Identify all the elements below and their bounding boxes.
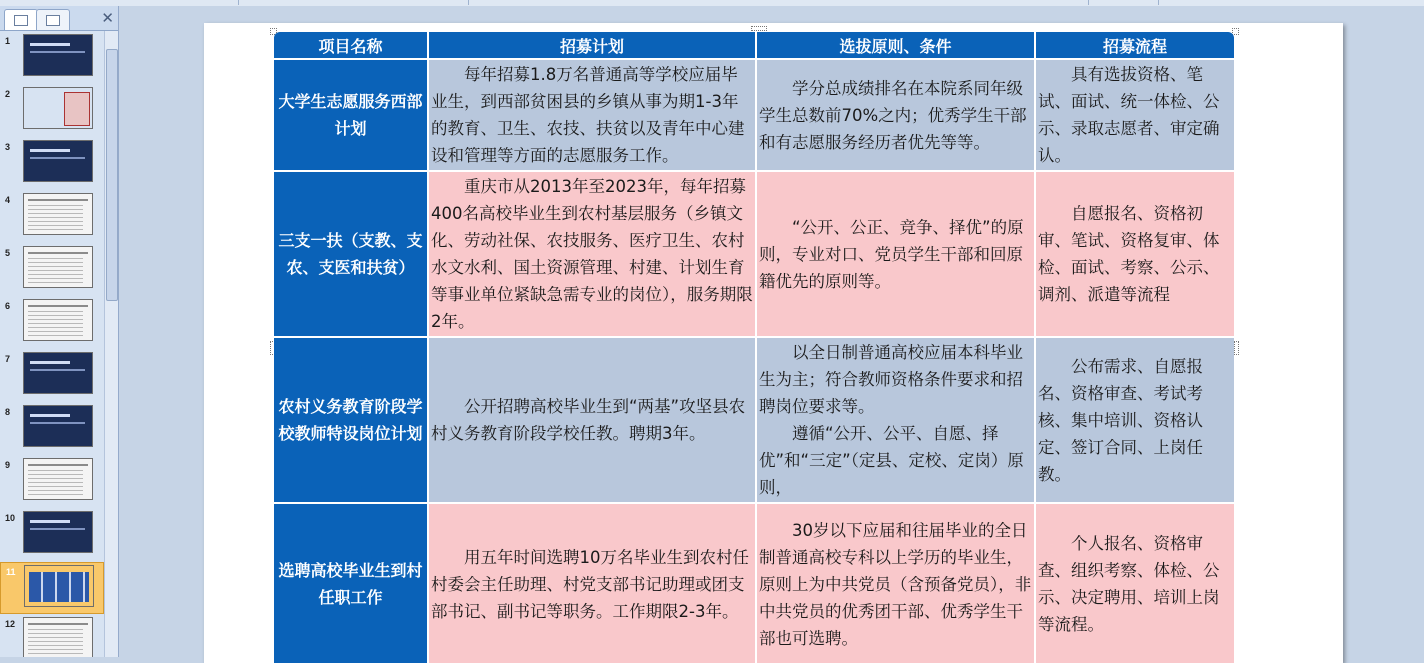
table-header-row: [274, 32, 1234, 60]
process-cell: 自愿报名、资格初审、笔试、资格复审、体检、面试、考察、公示、调剂、派遣等流程: [1036, 172, 1234, 338]
resize-handle[interactable]: [1234, 341, 1239, 355]
slide-preview: [23, 299, 93, 341]
criteria-cell: 学分总成绩排名在本院系同年级学生总数前70%之内；优秀学生干部和有志愿服务经历者优先等等。: [757, 60, 1036, 172]
header-recruitment-process: 招募流程: [1036, 32, 1234, 60]
table-row: [274, 504, 1234, 663]
slide-preview: [23, 140, 93, 182]
slide-number: 3: [5, 142, 11, 152]
slide-preview: [23, 511, 93, 553]
slide-thumbnail[interactable]: [0, 615, 104, 657]
slide-preview: [23, 352, 93, 394]
plan-cell: 每年招募1.8万名普通高等学校应届毕业生，到西部贫困县的乡镇从事为期1-3年的教育、卫生、农技、扶贫以及青年中心建设和管理等方面的志愿服务工作。: [429, 60, 757, 172]
slide-number: 8: [5, 407, 11, 417]
table-row: [274, 338, 1234, 504]
plan-cell: 公开招聘高校毕业生到“两基”攻坚县农村义务教育阶段学校任教。聘期3年。: [429, 338, 757, 504]
strip-segment: [118, 0, 239, 5]
criteria-cell: [757, 338, 1036, 504]
slide-thumbnail[interactable]: [0, 191, 104, 243]
project-name-cell: 农村义务教育阶段学校教师特设岗位计划: [274, 338, 429, 504]
slide-thumbnail[interactable]: [0, 509, 104, 561]
header-recruitment-plan: 招募计划: [429, 32, 757, 60]
table-row: [274, 60, 1234, 172]
slide-preview: [23, 87, 93, 129]
strip-segment: [238, 0, 469, 5]
panel-tabs: [0, 6, 118, 31]
criteria-cell: “公开、公正、竞争、择优”的原则，专业对口、党员学生干部和回原籍优先的原则等。: [757, 172, 1036, 338]
slides-icon: [14, 15, 28, 26]
slide-preview: [23, 405, 93, 447]
project-name-cell: 选聘高校毕业生到村任职工作: [274, 504, 429, 663]
slide-thumbnail[interactable]: [0, 297, 104, 349]
criteria-paragraph: 以全日制普通高校应届本科毕业生为主；符合教师资格条件要求和招聘岗位要求等。: [759, 343, 1023, 416]
slide-number: 11: [6, 567, 16, 577]
slide-number: 1: [5, 36, 11, 46]
tab-slides[interactable]: [4, 9, 38, 30]
outline-icon: [46, 15, 60, 26]
slide-number: 7: [5, 354, 11, 364]
header-project-name: 项目名称: [274, 32, 429, 60]
strip-segment: [468, 0, 1089, 5]
recruitment-table[interactable]: [274, 32, 1234, 663]
slide-number: 12: [5, 619, 16, 629]
slide-thumbnail[interactable]: [0, 85, 104, 137]
slide-canvas: [204, 23, 1343, 663]
slide-thumbnail[interactable]: [0, 562, 104, 614]
slide-number: 10: [5, 513, 16, 523]
resize-handle[interactable]: [751, 26, 767, 31]
slide-preview: [23, 617, 93, 657]
process-cell: 具有选拔资格、笔试、面试、统一体检、公示、录取志愿者、审定确认。: [1036, 60, 1234, 172]
scrollbar-thumb[interactable]: [106, 49, 118, 301]
close-icon[interactable]: ✕: [101, 9, 114, 27]
panel-scrollbar[interactable]: [104, 31, 118, 657]
tab-outline[interactable]: [36, 9, 70, 30]
table-row: [274, 172, 1234, 338]
project-name-cell: 大学生志愿服务西部计划: [274, 60, 429, 172]
slide-thumbnail[interactable]: [0, 138, 104, 190]
header-selection-criteria: 选拔原则、条件: [757, 32, 1036, 60]
slide-thumbnail-list: [0, 32, 104, 657]
slide-thumbnail[interactable]: [0, 32, 104, 84]
slide-number: 5: [5, 248, 11, 258]
slides-panel: [0, 6, 119, 657]
slide-number: 9: [5, 460, 11, 470]
slide-preview: [23, 458, 93, 500]
slide-thumbnail[interactable]: [0, 403, 104, 455]
slide-number: 2: [5, 89, 11, 99]
slide-thumbnail[interactable]: [0, 244, 104, 296]
slide-number: 4: [5, 195, 11, 205]
plan-cell: 用五年时间选聘10万名毕业生到农村任村委会主任助理、村党支部书记助理或团支部书记、副书记等职务。工作期限2-3年。: [429, 504, 757, 663]
slide-preview: [23, 193, 93, 235]
criteria-cell: 30岁以下应届和往届毕业的全日制普通高校专科以上学历的毕业生，原则上为中共党员（含预备党员），非中共党员的优秀团干部、优秀学生干部也可选聘。: [757, 504, 1036, 663]
slide-number: 6: [5, 301, 11, 311]
slide-preview: [23, 246, 93, 288]
criteria-paragraph: 遵循“公开、公平、自愿、择优”和“三定”（定县、定校、定岗）原则，: [759, 424, 1024, 497]
slide-preview: [23, 34, 93, 76]
slide-preview: [24, 565, 94, 607]
slide-thumbnail[interactable]: [0, 456, 104, 508]
strip-segment: [1088, 0, 1159, 5]
slide-editor: [119, 6, 1424, 657]
project-name-cell: 三支一扶（支教、支农、支医和扶贫）: [274, 172, 429, 338]
process-cell: 个人报名、资格审查、组织考察、体检、公示、决定聘用、培训上岗等流程。: [1036, 504, 1234, 663]
slide-thumbnail[interactable]: [0, 350, 104, 402]
process-cell: 公布需求、自愿报名、资格审查、考试考核、集中培训、资格认定、签订合同、上岗任教。: [1036, 338, 1234, 504]
plan-cell: 重庆市从2013年至2023年，每年招募400名高校毕业生到农村基层服务（乡镇文化、劳动社保、农技服务、医疗卫生、农村水文水利、国土资源管理、村建、计划生育等事业单位紧缺急需专业的岗位），服务期限2年。: [429, 172, 757, 338]
